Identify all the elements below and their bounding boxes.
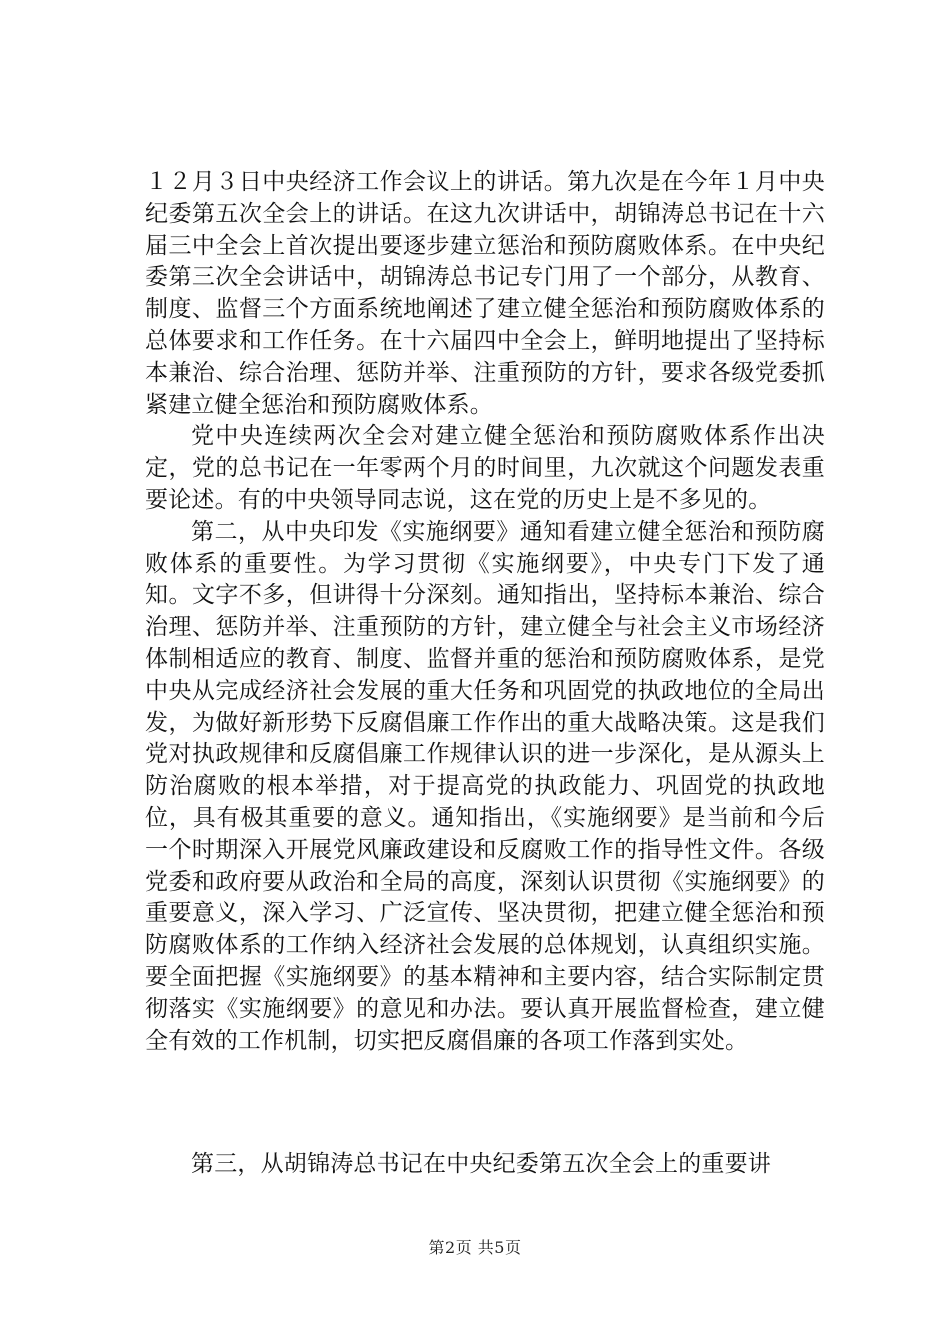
page-footer: 第2页 共5页 (428, 1238, 522, 1257)
paragraph: 第二，从中央印发《实施纲要》通知看建立健全惩治和预防腐败体系的重要性。为学习贯彻《实施纲要》，中央专门下发了通知。文字不多，但讲得十分深刻。通知指出，坚持标本兼治、综合治理、惩防并举、注重预防的方针，建立健全与社会主义市场经济体制相适应的教育、制度、监督并重的惩治和预防腐败体系，是党中央从完成经济社会发展的重大任务和巩固党的执政地位的全局出发，为做好新形势下反腐倡廉工作作出的重大战略决策。这是我们党对执政规律和反腐倡廉工作规律认识的进一步深化，是从源头上防治腐败的根本举措，对于提高党的执政能力、巩固党的执政地位，具有极其重要的意义。通知指出，《实施纲要》是当前和今后一个时期深入开展党风廉政建设和反腐败工作的指导性文件。各级党委和政府要从政治和全局的高度，深刻认识贯彻《实施纲要》的重要意义，深入学习、广泛宣传、坚决贯彻，把建立健全惩治和预防腐败体系的工作纳入经济社会发展的总体规划，认真组织实施。要全面把握《实施纲要》的基本精神和主要内容，结合实际制定贯彻落实《实施纲要》的意见和办法。要认真开展监督检查，建立健全有效的工作机制，切实把反腐倡廉的各项工作落到实处。 (145, 518, 825, 1054)
body-text-continued (145, 1149, 825, 1181)
paragraph: 党中央连续两次全会对建立健全惩治和预防腐败体系作出决定，党的总书记在一年零两个月的时间里，九次就这个问题发表重要论述。有的中央领导同志说，这在党的历史上是不多见的。 (145, 423, 825, 513)
paragraph-continuation: １２月３日中央经济工作会议上的讲话。第九次是在今年１月中央纪委第五次全会上的讲话。在这九次讲话中，胡锦涛总书记在十六届三中全会上首次提出要逐步建立惩治和预防腐败体系。在中央纪委第三次全会讲话中，胡锦涛总书记专门用了一个部分，从教育、制度、监督三个方面系统地阐述了建立健全惩治和预防腐败体系的总体要求和工作任务。在十六届四中全会上，鲜明地提出了坚持标本兼治、综合治理、惩防并举、注重预防的方针，要求各级党委抓紧建立健全惩治和预防腐败体系。 (145, 169, 825, 418)
body-text (145, 167, 825, 1057)
paragraph: 第三，从胡锦涛总书记在中央纪委第五次全会上的重要讲 (191, 1151, 771, 1177)
